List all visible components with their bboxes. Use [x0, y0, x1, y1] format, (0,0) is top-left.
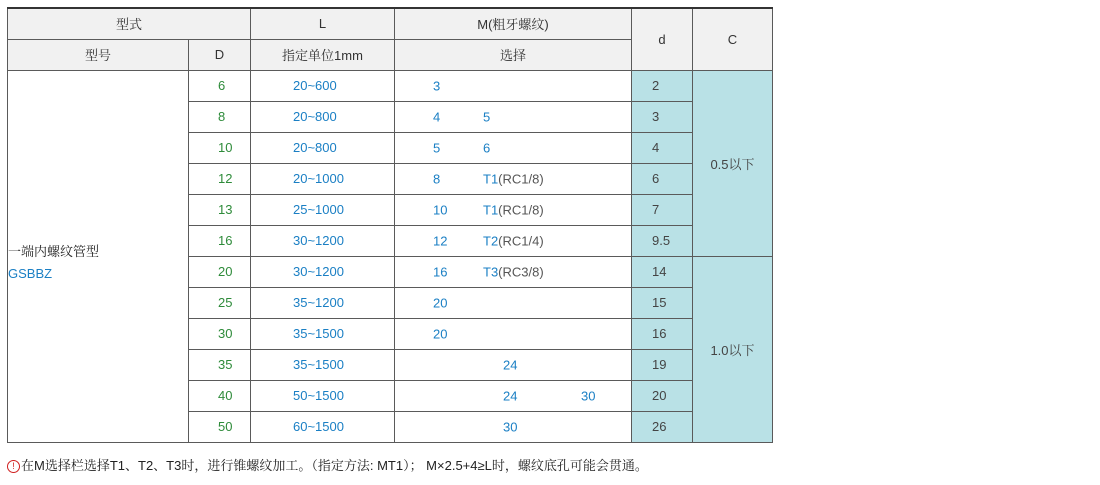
cell-D: 6 — [189, 70, 251, 101]
header-m: M(粗牙螺纹) — [395, 8, 632, 39]
m-option — [483, 264, 544, 279]
header-m-select: 选择 — [395, 39, 632, 70]
m-option-value: T1 — [483, 171, 499, 186]
cell-L: 20~800 — [251, 132, 395, 163]
cell-L: 60~1500 — [251, 411, 395, 442]
m-option-value: 20 — [433, 295, 448, 310]
cell-d: 2 — [632, 70, 693, 101]
cell-L: 35~1500 — [251, 318, 395, 349]
footnote-text: 在M选择栏选择T1、T2、T3时，进行锥螺纹加工。（指定方法: MT1）； M×2.5+4≥L时，螺纹底孔可能会贯通。 — [21, 458, 648, 473]
cell-d: 15 — [632, 287, 693, 318]
cell-M — [395, 101, 632, 132]
cell-L: 35~1500 — [251, 349, 395, 380]
cell-L: 20~600 — [251, 70, 395, 101]
cell-D: 16 — [189, 225, 251, 256]
m-option — [483, 171, 544, 186]
m-option — [433, 171, 440, 186]
m-option-value: 3 — [433, 78, 441, 93]
header-l: L — [251, 8, 395, 39]
cell-C: 0.5以下 — [693, 70, 773, 256]
cell-D: 40 — [189, 380, 251, 411]
spec-table — [7, 7, 773, 443]
spec-table-body — [8, 70, 773, 442]
cell-L: 30~1200 — [251, 225, 395, 256]
m-option — [581, 388, 595, 403]
header-D: D — [189, 39, 251, 70]
m-option — [433, 326, 447, 341]
cell-d: 14 — [632, 256, 693, 287]
cell-d: 7 — [632, 194, 693, 225]
m-option — [433, 140, 440, 155]
cell-d: 6 — [632, 163, 693, 194]
cell-L: 25~1000 — [251, 194, 395, 225]
m-option-value: 12 — [433, 233, 448, 248]
m-option-value: 24 — [503, 357, 518, 372]
cell-D: 50 — [189, 411, 251, 442]
m-option-value: 10 — [433, 202, 448, 217]
cell-D: 13 — [189, 194, 251, 225]
m-option — [483, 140, 490, 155]
cell-M — [395, 318, 632, 349]
cell-M — [395, 225, 632, 256]
product-code: GSBBZ — [8, 266, 53, 281]
m-option-value: T3 — [483, 264, 499, 279]
m-option-value: 8 — [433, 171, 441, 186]
m-option-value: T2 — [483, 233, 499, 248]
cell-L: 20~800 — [251, 101, 395, 132]
cell-M — [395, 132, 632, 163]
header-d-small: d — [632, 8, 693, 70]
m-option-value: T1 — [483, 202, 499, 217]
cell-L: 30~1200 — [251, 256, 395, 287]
m-option-value: 6 — [483, 140, 491, 155]
header-model: 型号 — [8, 39, 189, 70]
m-option — [433, 264, 447, 279]
m-option-thread: (RC1/8) — [498, 202, 544, 217]
cell-L: 35~1200 — [251, 287, 395, 318]
m-option — [503, 419, 517, 434]
m-option — [433, 78, 440, 93]
m-option-value: 30 — [503, 419, 518, 434]
m-option — [503, 357, 517, 372]
m-option-thread: (RC3/8) — [498, 264, 544, 279]
product-name: 一端内螺纹管型 — [8, 244, 100, 259]
m-option — [483, 109, 490, 124]
m-option-thread: (RC1/8) — [498, 171, 544, 186]
m-option-value: 5 — [433, 140, 441, 155]
cell-M — [395, 163, 632, 194]
cell-D: 20 — [189, 256, 251, 287]
cell-d: 19 — [632, 349, 693, 380]
cell-D: 25 — [189, 287, 251, 318]
cell-M — [395, 287, 632, 318]
cell-M — [395, 380, 632, 411]
m-option-value: 30 — [581, 388, 596, 403]
header-l-unit: 指定单位1mm — [251, 39, 395, 70]
footnote — [7, 455, 648, 474]
cell-D: 12 — [189, 163, 251, 194]
header-type: 型式 — [8, 8, 251, 39]
cell-d: 16 — [632, 318, 693, 349]
m-option — [433, 202, 447, 217]
type-cell — [8, 70, 189, 442]
m-option-value: 16 — [433, 264, 448, 279]
cell-d: 9.5 — [632, 225, 693, 256]
cell-d: 3 — [632, 101, 693, 132]
header-c: C — [693, 8, 773, 70]
attention-icon: ! — [7, 460, 20, 473]
cell-D: 8 — [189, 101, 251, 132]
cell-d: 26 — [632, 411, 693, 442]
cell-M — [395, 256, 632, 287]
m-option — [433, 109, 440, 124]
cell-M — [395, 411, 632, 442]
m-option — [433, 295, 447, 310]
header-row-1 — [8, 8, 773, 39]
cell-L: 50~1500 — [251, 380, 395, 411]
cell-D: 35 — [189, 349, 251, 380]
cell-D: 30 — [189, 318, 251, 349]
m-option-value: 5 — [483, 109, 491, 124]
cell-D: 10 — [189, 132, 251, 163]
cell-d: 4 — [632, 132, 693, 163]
m-option — [503, 388, 517, 403]
cell-d: 20 — [632, 380, 693, 411]
m-option — [483, 233, 544, 248]
table-row — [8, 70, 773, 101]
cell-M — [395, 349, 632, 380]
m-option-value: 24 — [503, 388, 518, 403]
m-option-value: 20 — [433, 326, 448, 341]
cell-M — [395, 194, 632, 225]
cell-C: 1.0以下 — [693, 256, 773, 442]
cell-M — [395, 70, 632, 101]
m-option-thread: (RC1/4) — [498, 233, 544, 248]
m-option — [433, 233, 447, 248]
cell-L: 20~1000 — [251, 163, 395, 194]
m-option-value: 4 — [433, 109, 441, 124]
m-option — [483, 202, 544, 217]
